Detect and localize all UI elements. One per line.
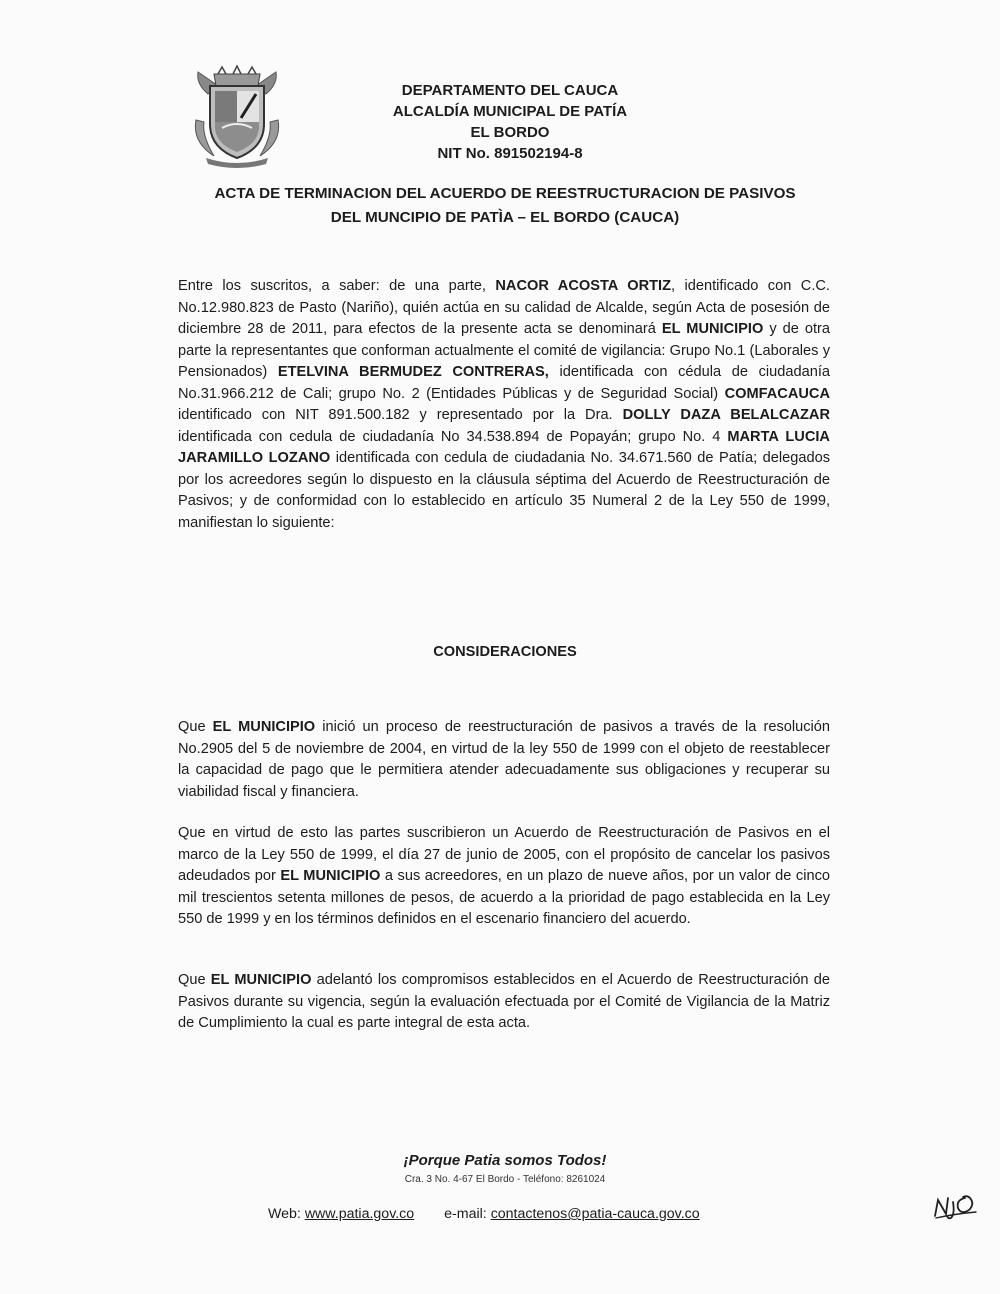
letterhead-department: DEPARTAMENTO DEL CAUCA [401, 82, 619, 99]
letterhead [330, 80, 690, 164]
email-link[interactable]: contactenos@patia-cauca.gov.co [490, 1206, 700, 1222]
web-label: Web: [268, 1206, 305, 1222]
footer-contact [268, 1206, 748, 1222]
handwritten-initials [932, 1192, 978, 1220]
title-line-1: ACTA DE TERMINACION DEL ACUERDO DE REESTRUCTURACION DE PASIVOS [214, 185, 796, 202]
footer-address: Cra. 3 No. 4-67 El Bordo - Teléfono: 8261024 [404, 1174, 606, 1185]
title-line-2: DEL MUNCIPIO DE PATÌA – EL BORDO (CAUCA) [330, 209, 680, 226]
consideration-paragraph-2: Que en virtud de esto las partes suscribieron un Acuerdo de Reestructuración de Pasivos en el marco de la Ley 550 de 1999, el día 27 de junio de 2005, con el propósito de cancelar los pasivos adeudados por EL MUNICIPIO a sus acreedores, en un plazo de nueve años, por un valor de cinco mil trescientos setenta millones de pesos, de acuerdo a la prioridad de pago establecida en la Ley 550 de 1999 y en los términos definidos en el escenario financiero del acuerdo. [178, 825, 830, 927]
intro-paragraph: Entre los suscritos, a saber: de una parte, NACOR ACOSTA ORTIZ, identificado con C.C. No.12.980.823 de Pasto (Nariño), quién actúa en su calidad de Alcalde, según Acta de posesión de diciembre 28 de 2011, para efectos de la presente acta se denominará EL MUNICIPIO y de otra parte la representantes que conforman actualmente el comité de vigilancia: Grupo No.1 (Laborales y Pensionados) ETELVINA BERMUDEZ CONTRERAS, identificada con cédula de ciudadanía No.31.966.212 de Cali; grupo No. 2 (Entidades Públicas y de Seguridad Social) COMFACAUCA identificado con NIT 891.500.182 y representado por la Dra. DOLLY DAZA BELALCAZAR identificada con cedula de ciudadanía No 34.538.894 de Popayán; grupo No. 4 MARTA LUCIA JARAMILLO LOZANO identificada con cedula de ciudadania No. 34.671.560 de Patía; delegados por los acreedores según lo dispuesto en la cláusula séptima del Acuerdo de Reestructuración de Pasivos; y de conformidad con lo establecido en artículo 35 Numeral 2 de la Ley 550 de 1999, manifiestan lo siguiente: [178, 278, 831, 531]
section-heading: CONSIDERACIONES [433, 644, 577, 660]
mayor-name: NACOR ACOSTA ORTIZ [495, 278, 672, 294]
website-link[interactable]: www.patia.gov.co [304, 1206, 415, 1222]
footer-slogan: ¡Porque Patia somos Todos! [403, 1152, 607, 1169]
letterhead-nit: NIT No. 891502194-8 [437, 145, 583, 162]
letterhead-town: EL BORDO [470, 124, 550, 141]
consideration-paragraph-3: Que EL MUNICIPIO adelantó los compromisos establecidos en el Acuerdo de Reestructuración de Pasivos durante su vigencia, según la evaluación efectuada por el Comité de Vigilancia de la Matriz de Cumplimiento la cual es parte integral de esta acta. [178, 972, 830, 1031]
municipal-coat-of-arms [188, 64, 286, 168]
letterhead-mayoralty: ALCALDÍA MUNICIPAL DE PATÍA [392, 103, 628, 120]
email-label: e-mail: [444, 1206, 491, 1222]
consideration-paragraph-1: Que EL MUNICIPIO inició un proceso de reestructuración de pasivos a través de la resolución No.2905 del 5 de noviembre de 2004, en virtud de la ley 550 de 1999 con el objeto de reestablecer la capacidad de pago que le permitiera atender adecuadamente sus obligaciones y recuperar su viabilidad fiscal y financiera. [178, 719, 830, 800]
document-title [150, 182, 860, 230]
